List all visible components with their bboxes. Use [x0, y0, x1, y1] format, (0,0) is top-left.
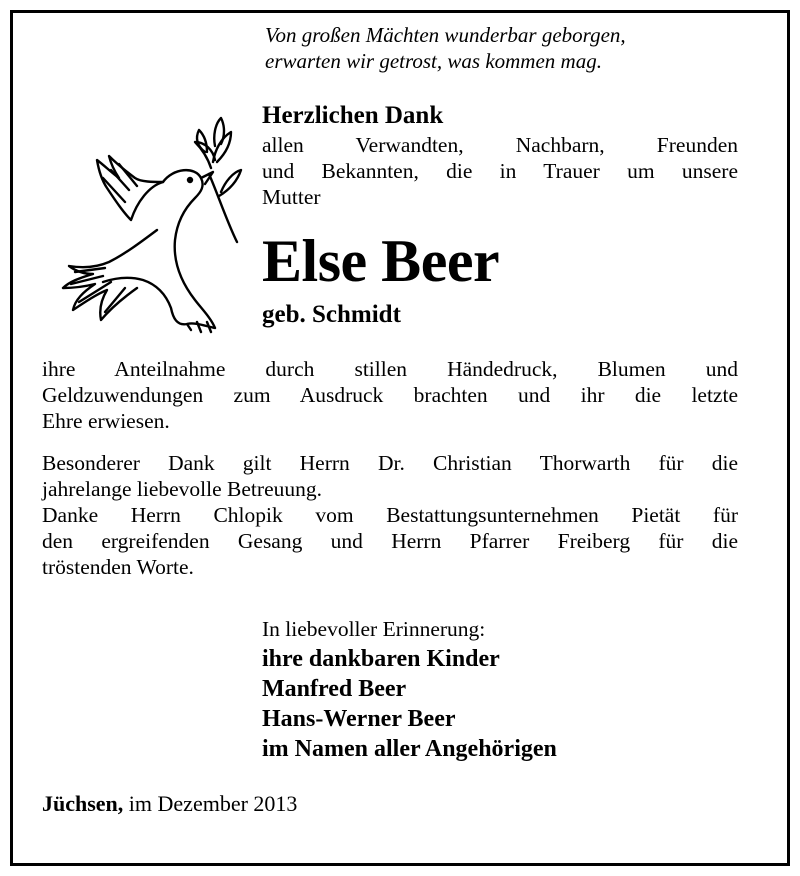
- footer-place-date: [42, 790, 297, 818]
- deceased-name: Else Beer: [262, 228, 500, 294]
- heading-thanks: Herzlichen Dank: [262, 102, 444, 129]
- intro-line-1: allen Verwandten, Nachbarn, Freunden: [262, 133, 738, 157]
- footer-place: Jüchsen,: [42, 791, 124, 816]
- paragraph-doctor: [42, 450, 738, 502]
- paragraph1-line-3: Ehre erwiesen.: [42, 409, 170, 433]
- closing-intro: In liebevoller Erinnerung:: [262, 617, 486, 641]
- closing-signature: [262, 614, 557, 764]
- motto-line-2: erwarten wir getrost, was kommen mag.: [265, 49, 602, 73]
- paragraph-thanks: [42, 356, 738, 434]
- intro-line-3: Mutter: [262, 185, 321, 209]
- paragraph2-line-1: Besonderer Dank gilt Herrn Dr. Christian Thorwarth für die: [42, 451, 738, 475]
- closing-line-1: ihre dankbaren Kinder: [262, 646, 500, 672]
- dove-with-branch-icon: [45, 112, 245, 337]
- paragraph3-line-3: tröstenden Worte.: [42, 555, 194, 579]
- footer-date: im Dezember 2013: [128, 791, 298, 816]
- paragraph-funeral: [42, 502, 738, 580]
- closing-line-2: Manfred Beer: [262, 676, 407, 702]
- closing-line-3: Hans-Werner Beer: [262, 706, 456, 732]
- paragraph2-line-2: jahrelange liebevolle Betreuung.: [42, 477, 322, 501]
- closing-line-4: im Namen aller Angehörigen: [262, 736, 557, 762]
- paragraph3-line-2: den ergreifenden Gesang und Herrn Pfarrer Freiberg für die: [42, 529, 738, 553]
- paragraph3-line-1: Danke Herrn Chlopik vom Bestattungsunternehmen Pietät für: [42, 503, 738, 527]
- maiden-name: geb. Schmidt: [262, 301, 401, 328]
- motto-line-1: Von großen Mächten wunderbar geborgen,: [265, 23, 626, 47]
- intro-text: [262, 132, 738, 210]
- paragraph1-line-2: Geldzuwendungen zum Ausdruck brachten und ihr die letzte: [42, 383, 738, 407]
- intro-line-2: und Bekannten, die in Trauer um unsere: [262, 159, 738, 183]
- paragraph1-line-1: ihre Anteilnahme durch stillen Händedruck, Blumen und: [42, 357, 738, 381]
- motto: [265, 22, 626, 74]
